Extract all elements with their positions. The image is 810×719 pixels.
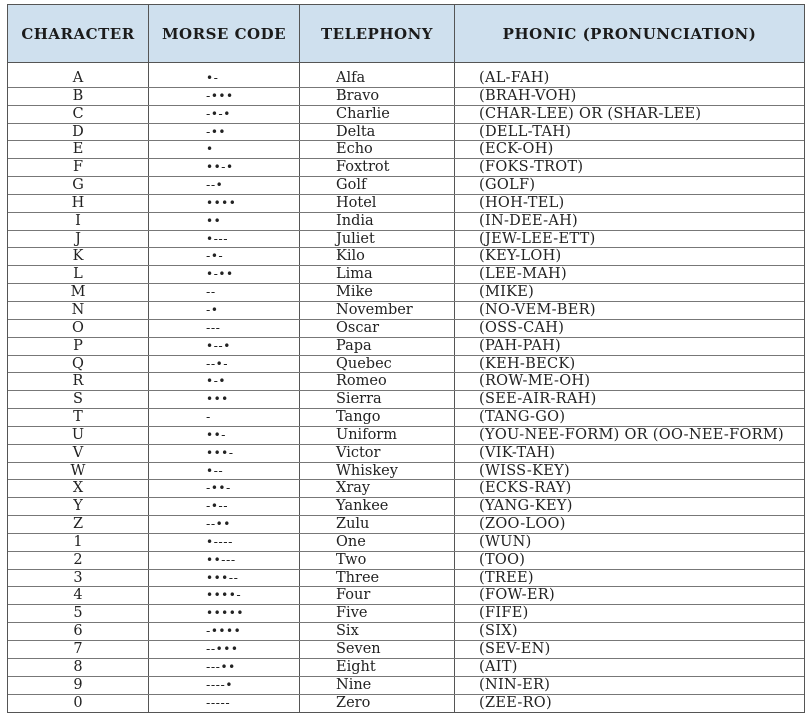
morse-cell: ••••• [149,605,300,622]
morse-cell: --••• [149,641,300,658]
character-cell: B [8,88,149,105]
morse-cell: •••-- [149,570,300,587]
telephony-cell: November [300,302,455,319]
character-cell: W [8,463,149,480]
telephony-cell: Whiskey [300,463,455,480]
phonic-cell: (PAH-PAH) [479,337,561,354]
table-row [8,213,804,231]
table-row [8,159,804,177]
character-cell: V [8,445,149,462]
character-cell: X [8,480,149,497]
telephony-cell: Two [300,552,455,569]
telephony-cell: Foxtrot [300,159,455,176]
table-row [8,659,804,677]
morse-cell: -- [149,284,300,301]
character-cell: R [8,373,149,390]
telephony-cell: Oscar [300,320,455,337]
table-row [8,463,804,481]
morse-cell: ----- [149,695,300,713]
morse-cell: --•• [149,516,300,533]
morse-cell: -•• [149,124,300,141]
phonic-cell: (AIT) [479,658,518,675]
table-row [8,480,804,498]
phonic-cell: (ROW-ME-OH) [479,373,591,390]
character-cell: Z [8,516,149,533]
character-cell: D [8,124,149,141]
morse-cell: •-•• [149,266,300,283]
table-row [8,623,804,641]
morse-cell: •-- [149,463,300,480]
table-row [8,695,804,713]
phonic-cell: (ZEE-RO) [479,694,552,711]
character-cell: M [8,284,149,301]
phonic-cell: (VIK-TAH) [479,444,556,461]
telephony-cell: Zulu [300,516,455,533]
table-row [8,427,804,445]
phonic-cell: (AL-FAH) [479,70,550,86]
table-row [8,498,804,516]
phonic-cell: (NO-VEM-BER) [479,301,596,318]
morse-cell: ---•• [149,659,300,676]
telephony-cell: Sierra [300,391,455,408]
phonic-cell: (SEV-EN) [479,641,551,657]
phonic-cell: (TANG-GO) [479,409,566,426]
morse-cell: -• [149,302,300,319]
character-cell: H [8,195,149,212]
phonic-cell: (MIKE) [479,284,535,301]
telephony-cell: Juliet [300,231,455,248]
header-spacer [8,63,804,70]
character-cell: O [8,320,149,337]
morse-cell: --- [149,320,300,337]
telephony-cell: Four [300,587,455,604]
phonic-cell: (WISS-KEY) [479,462,570,479]
character-cell: I [8,213,149,230]
table-row [8,445,804,463]
header-character: CHARACTER [8,5,149,62]
table-row [8,552,804,570]
telephony-cell: Seven [300,641,455,658]
phonic-cell: (ECK-OH) [479,141,554,158]
character-cell: 6 [8,623,149,640]
telephony-cell: Yankee [300,498,455,515]
morse-cell: -•-- [149,498,300,515]
telephony-cell: Golf [300,177,455,194]
header-telephony: TELEPHONY [300,5,455,62]
morse-cell: •••• [149,195,300,212]
character-cell: 3 [8,570,149,587]
phonic-cell: (FOW-ER) [479,587,555,604]
morse-cell: -•-• [149,106,300,123]
table-row [8,195,804,213]
phonic-cell: (GOLF) [479,177,536,194]
telephony-cell: Echo [300,141,455,158]
telephony-cell: Alfa [300,70,455,87]
character-cell: F [8,159,149,176]
telephony-cell: Five [300,605,455,622]
telephony-cell: Papa [300,338,455,355]
telephony-cell: Kilo [300,248,455,265]
table-row [8,373,804,391]
phonic-cell: (KEY-LOH) [479,248,562,265]
character-cell: U [8,427,149,444]
table-row [8,641,804,659]
table-row [8,320,804,338]
character-cell: C [8,106,149,123]
telephony-cell: Zero [300,695,455,713]
character-cell: 0 [8,695,149,713]
table-row [8,356,804,374]
table-row [8,338,804,356]
table-row [8,106,804,124]
telephony-cell: Uniform [300,427,455,444]
morse-cell: •••- [149,445,300,462]
table-row [8,88,804,106]
phonic-cell: (FOKS-TROT) [479,159,584,176]
phonic-cell: (YANG-KEY) [479,498,573,515]
phonic-cell: (FIFE) [479,605,529,622]
telephony-cell: Eight [300,659,455,676]
telephony-cell: Victor [300,445,455,462]
phonic-cell: (LEE-MAH) [479,266,567,283]
phonic-cell: (TOO) [479,551,526,568]
table-row [8,516,804,534]
phonic-cell: (WUN) [479,533,532,550]
telephony-cell: Mike [300,284,455,301]
character-cell: 9 [8,677,149,694]
morse-cell: •--• [149,338,300,355]
character-cell: S [8,391,149,408]
morse-cell: •-• [149,373,300,390]
character-cell: P [8,338,149,355]
character-cell: N [8,302,149,319]
table-row [8,177,804,195]
table-row [8,231,804,249]
morse-cell: • [149,141,300,158]
telephony-cell: One [300,534,455,551]
character-cell: G [8,177,149,194]
table-row [8,248,804,266]
table-row [8,70,804,88]
morse-cell: ••• [149,391,300,408]
character-cell: T [8,409,149,426]
table-row [8,409,804,427]
table-row [8,141,804,159]
morse-cell: •- [149,70,300,87]
phonic-cell: (TREE) [479,569,534,586]
character-cell: 2 [8,552,149,569]
telephony-cell: Romeo [300,373,455,390]
header-morse-code: MORSE CODE [149,5,300,62]
morse-cell: --•- [149,356,300,373]
character-cell: Q [8,356,149,373]
table-row [8,284,804,302]
character-cell: K [8,248,149,265]
morse-cell: ••--- [149,552,300,569]
morse-cell: -••- [149,480,300,497]
phonic-cell: (YOU-NEE-FORM) OR (OO-NEE-FORM) [479,426,784,443]
morse-cell: •---- [149,534,300,551]
morse-cell: - [149,409,300,426]
telephony-cell: Bravo [300,88,455,105]
character-cell: 8 [8,659,149,676]
table-row [8,391,804,409]
phonic-cell: (ZOO-LOO) [479,516,566,533]
character-cell: 1 [8,534,149,551]
table-row [8,587,804,605]
table-body [8,70,804,712]
table-row [8,124,804,142]
phonic-cell: (HOH-TEL) [479,194,565,211]
telephony-cell: Three [300,570,455,587]
telephony-cell: Xray [300,480,455,497]
character-cell: 5 [8,605,149,622]
phonic-cell: (KEH-BECK) [479,355,576,372]
telephony-cell: Quebec [300,356,455,373]
character-cell: L [8,266,149,283]
table-row [8,570,804,588]
telephony-cell: Six [300,623,455,640]
character-cell: 4 [8,587,149,604]
table-row [8,266,804,284]
phonetic-alphabet-table [7,4,805,713]
telephony-cell: Charlie [300,106,455,123]
telephony-cell: Lima [300,266,455,283]
telephony-cell: Hotel [300,195,455,212]
phonic-cell: (JEW-LEE-ETT) [479,230,596,247]
phonic-cell: (IN-DEE-AH) [479,212,579,229]
character-cell: A [8,70,149,87]
morse-cell: •--- [149,231,300,248]
morse-cell: ••••- [149,587,300,604]
morse-cell: -•- [149,248,300,265]
character-cell: 7 [8,641,149,658]
header-phonic: PHONIC (PRONUNCIATION) [502,24,757,43]
phonic-cell: (SIX) [479,623,518,640]
morse-cell: ••- [149,427,300,444]
phonic-cell: (NIN-ER) [479,676,551,693]
table-row [8,534,804,552]
phonic-cell: (BRAH-VOH) [479,87,577,104]
phonic-cell: (SEE-AIR-RAH) [479,391,597,408]
telephony-cell: Nine [300,677,455,694]
table-row [8,302,804,320]
morse-cell: -••• [149,88,300,105]
telephony-cell: India [300,213,455,230]
morse-cell: ••-• [149,159,300,176]
phonic-cell: (DELL-TAH) [479,123,572,140]
morse-cell: •• [149,213,300,230]
morse-cell: --• [149,177,300,194]
morse-cell: -•••• [149,623,300,640]
table-row [8,677,804,695]
phonic-cell: (ECKS-RAY) [479,480,572,497]
character-cell: J [8,231,149,248]
telephony-cell: Delta [300,124,455,141]
phonic-cell: (CHAR-LEE) OR (SHAR-LEE) [479,105,702,122]
telephony-cell: Tango [300,409,455,426]
phonic-cell: (OSS-CAH) [479,319,565,336]
character-cell: E [8,141,149,158]
character-cell: Y [8,498,149,515]
table-header [8,5,804,63]
morse-cell: ----• [149,677,300,694]
table-row [8,605,804,623]
